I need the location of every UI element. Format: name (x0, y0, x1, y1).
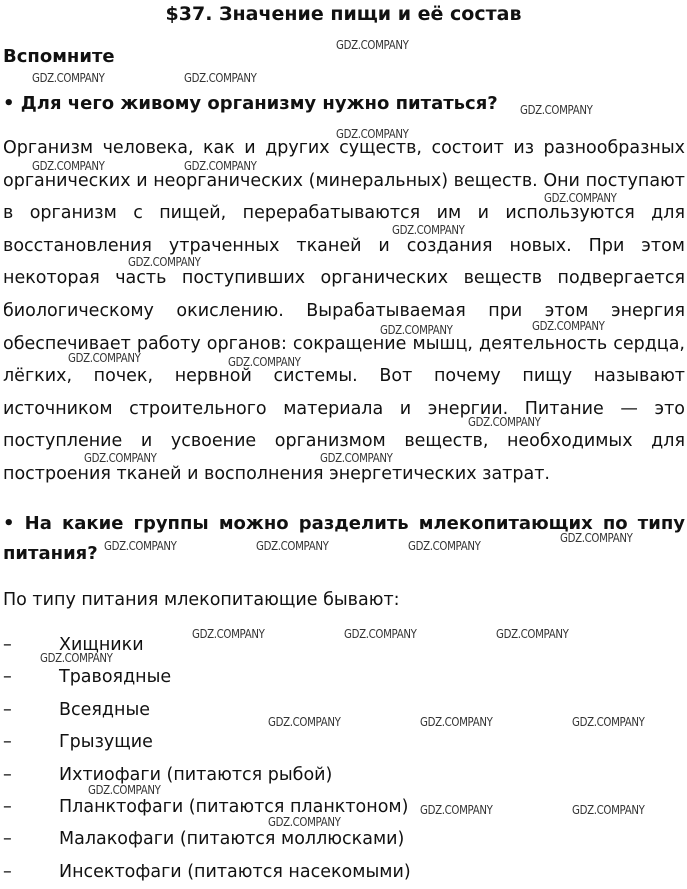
question-1: • Для чего живому организму нужно питаться? (3, 93, 498, 114)
watermark: GDZ.COMPANY (336, 38, 409, 52)
list-dash: – (3, 732, 12, 753)
watermark: GDZ.COMPANY (380, 323, 453, 337)
watermark: GDZ.COMPANY (32, 159, 105, 173)
answer-2-intro: По типу питания млекопитающие бывают: (3, 590, 400, 610)
watermark: GDZ.COMPANY (560, 531, 633, 545)
group-label: Ихтиофаги (питаются рыбой) (59, 764, 333, 785)
list-dash: – (3, 796, 12, 817)
group-label: Малакофаги (питаются моллюсками) (59, 829, 405, 850)
watermark: GDZ.COMPANY (420, 803, 493, 817)
watermark: GDZ.COMPANY (68, 351, 141, 365)
watermark: GDZ.COMPANY (344, 627, 417, 641)
watermark: GDZ.COMPANY (420, 715, 493, 729)
group-label: Травоядные (59, 667, 172, 688)
watermark: GDZ.COMPANY (320, 451, 393, 465)
watermark: GDZ.COMPANY (228, 355, 301, 369)
watermark: GDZ.COMPANY (468, 415, 541, 429)
watermark: GDZ.COMPANY (128, 255, 201, 269)
group-label: Хищники (59, 635, 144, 655)
group-label: Планктофаги (питаются планктоном) (59, 796, 409, 817)
watermark: GDZ.COMPANY (88, 783, 161, 797)
watermark: GDZ.COMPANY (184, 71, 257, 85)
watermark: GDZ.COMPANY (184, 159, 257, 173)
list-dash: – (3, 764, 12, 785)
list-dash: – (3, 829, 12, 850)
list-item (3, 857, 683, 889)
watermark: GDZ.COMPANY (408, 539, 481, 553)
watermark: GDZ.COMPANY (256, 539, 329, 553)
watermark: GDZ.COMPANY (84, 451, 157, 465)
group-label: Грызущие (59, 732, 153, 753)
question-2: • На какие группы можно разделить млекопитающих по типу питания? (3, 513, 685, 564)
list-dash: – (3, 635, 12, 655)
answer-1-paragraph: Организм человека, как и других существ, состоит из разнообразных органических и неорганических (минеральных) веществ. Они поступают в организм с пищей, перерабатываются им и используются для восстановления утраченных тканей и создания новых. При этом некоторая часть поступивших органических веществ подвергается биологическому окислению. Вырабатываемая при этом энергия обеспечивает работу органов: сокращение мышц, деятельность сердца, лёгких, почек, нервной системы. Вот почему пищу называют источником строительного материала и энергии. Питание — это поступление и усвоение организмом веществ, необходимых для построения тканей и восполнения энергетических затрат. (3, 138, 685, 484)
group-label: Всеядные (59, 699, 151, 720)
list-dash: – (3, 667, 12, 688)
remember-heading: Вспомните (3, 46, 115, 67)
watermark: GDZ.COMPANY (192, 627, 265, 641)
watermark: GDZ.COMPANY (532, 319, 605, 333)
group-label: Инсектофаги (питаются насекомыми) (59, 861, 411, 882)
watermark: GDZ.COMPANY (572, 803, 645, 817)
watermark: GDZ.COMPANY (572, 715, 645, 729)
watermark: GDZ.COMPANY (268, 815, 341, 829)
watermark: GDZ.COMPANY (496, 627, 569, 641)
list-item (3, 662, 683, 694)
list-dash: – (3, 861, 12, 882)
list-dash: – (3, 699, 12, 720)
watermark: GDZ.COMPANY (520, 103, 593, 117)
watermark: GDZ.COMPANY (544, 191, 617, 205)
list-item (3, 824, 683, 856)
watermark: GDZ.COMPANY (392, 223, 465, 237)
watermark: GDZ.COMPANY (336, 127, 409, 141)
watermark: GDZ.COMPANY (104, 539, 177, 553)
list-item (3, 727, 683, 759)
watermark: GDZ.COMPANY (268, 715, 341, 729)
watermark: GDZ.COMPANY (32, 71, 105, 85)
mammal-groups-list (3, 630, 683, 889)
watermark: GDZ.COMPANY (40, 651, 113, 665)
section-title: $37. Значение пищи и её состав (165, 3, 522, 25)
